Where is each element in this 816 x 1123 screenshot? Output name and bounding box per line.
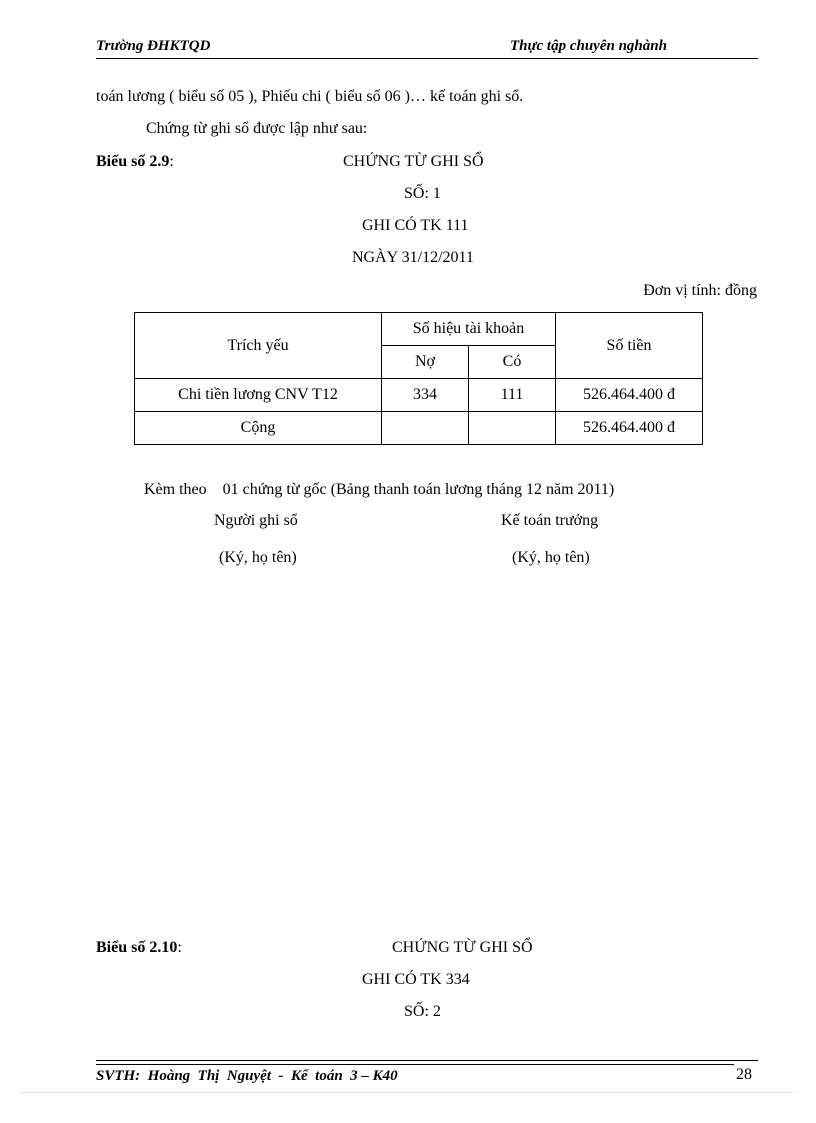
signer-right: Kế toán trưởng (501, 512, 599, 529)
row-amount: 526.464.400 đ (556, 379, 703, 412)
signer-right-note: (Ký, họ tên) (512, 549, 590, 566)
body-line-1: toán lương ( biểu số 05 ), Phiếu chi ( biểu số 06 )… kế toán ghi sổ. (96, 88, 524, 105)
signer-left: Người ghi sổ (214, 512, 298, 529)
col-credit-header: Có (469, 346, 556, 379)
total-label: Cộng (135, 412, 382, 445)
table-row (135, 379, 703, 412)
page-number: 28 (736, 1066, 752, 1083)
row-summary: Chi tiền lương CNV T12 (135, 379, 382, 412)
footer-author: SVTH: Hoàng Thị Nguyệt - Kế toán 3 – K40 (96, 1068, 398, 1084)
body-line-2: Chứng từ ghi sổ được lập như sau: (146, 120, 368, 137)
voucher2-number: SỐ: 2 (404, 1003, 441, 1020)
voucher1-title: CHỨNG TỪ GHI SỔ (343, 153, 484, 170)
row-credit: 111 (469, 379, 556, 412)
voucher1-date: NGÀY 31/12/2011 (352, 249, 474, 266)
page-bottom-border (20, 1092, 796, 1093)
total-amount: 526.464.400 đ (556, 412, 703, 445)
voucher2-title: CHỨNG TỪ GHI SỔ (392, 939, 533, 956)
voucher2-label-text: Biểu số 2.10 (96, 939, 178, 956)
footer-rule-bottom (96, 1064, 734, 1065)
voucher2-label (96, 939, 182, 957)
col-debit-header: Nợ (382, 346, 469, 379)
header-rule (96, 58, 758, 59)
header-school: Trường ĐHKTQD (96, 38, 211, 54)
voucher1-attached: Kèm theo 01 chứng từ gốc (Bảng thanh toán lương tháng 12 năm 2011) (144, 481, 615, 498)
voucher1-label (96, 153, 174, 171)
total-debit-empty (382, 412, 469, 445)
signer-left-note: (Ký, họ tên) (219, 549, 297, 566)
voucher1-unit: Đơn vị tính: đồng (643, 282, 757, 299)
footer-rule-top (96, 1060, 758, 1061)
row-debit: 334 (382, 379, 469, 412)
voucher1-label-colon: : (169, 153, 174, 170)
table-total-row (135, 412, 703, 445)
col-amount-header: Số tiền (556, 313, 703, 379)
header-subject: Thực tập chuyên nghành (510, 38, 667, 54)
voucher1-number: SỐ: 1 (404, 185, 441, 202)
voucher1-credit-account: GHI CÓ TK 111 (362, 217, 469, 234)
voucher2-label-colon: : (177, 939, 182, 956)
total-credit-empty (469, 412, 556, 445)
voucher1-table (134, 312, 703, 445)
table-header-row (135, 313, 703, 346)
col-summary-header: Trích yếu (135, 313, 382, 379)
voucher2-credit-account: GHI CÓ TK 334 (362, 971, 470, 988)
col-account-header: Số hiệu tài khoản (382, 313, 556, 346)
voucher1-label-text: Biểu số 2.9 (96, 153, 170, 170)
